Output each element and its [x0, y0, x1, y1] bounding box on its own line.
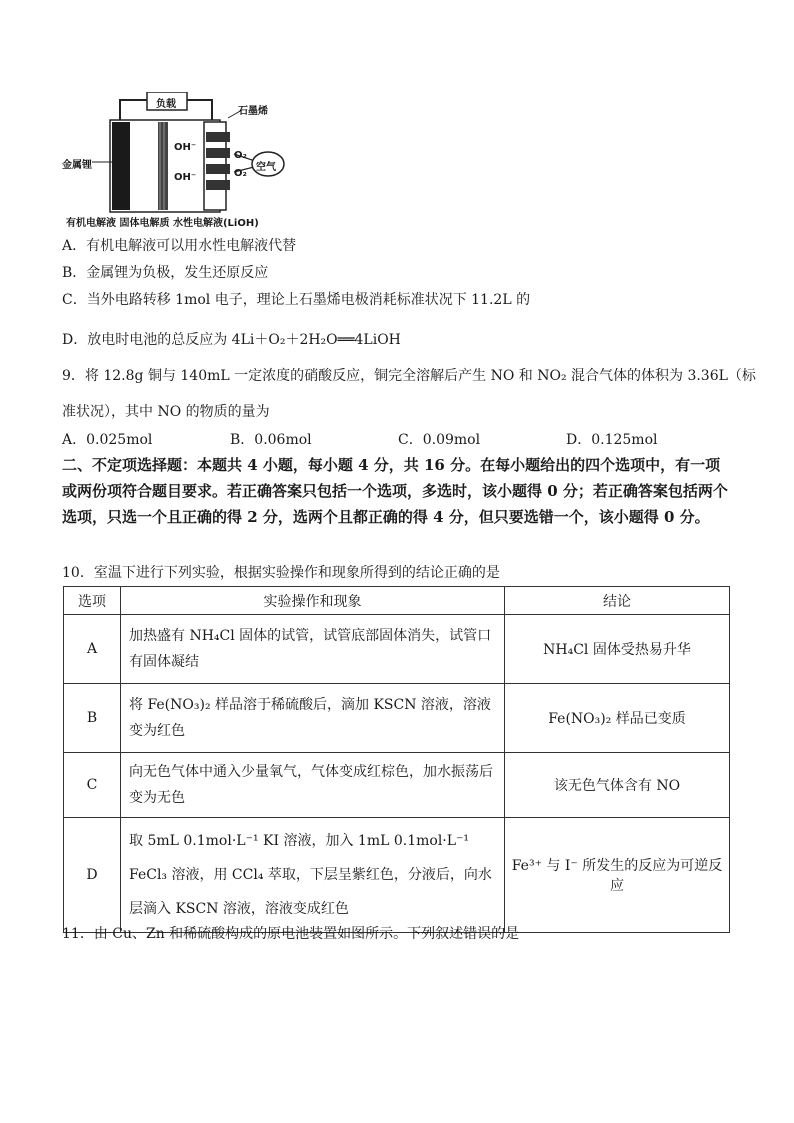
row-conclusion: Fe(NO₃)₂ 样品已变质	[505, 684, 730, 753]
row-option: C	[64, 753, 121, 818]
q8-option-b: B．金属锂为负极，发生还原反应	[62, 265, 269, 281]
row-option: B	[64, 684, 121, 753]
q11-stem: 11．由 Cu、Zn 和稀硫酸构成的原电池装置如图所示。下列叙述错误的是	[62, 926, 520, 942]
q10-stem: 10．室温下进行下列实验，根据实验操作和现象所得到的结论正确的是	[62, 565, 500, 581]
row-conclusion: Fe³⁺ 与 I⁻ 所发生的反应为可逆反应	[505, 818, 730, 933]
section-2-instructions: 二、不定项选择题：本题共 4 小题，每小题 4 分，共 16 分。在每小题给出的四个选项中，有一项或两份项符合题目要求。若正确答案只包括一个选项，多选时，该小题得 0 分；若正确答案包括两个选项，只选一个且正确的得 2 分，选两个且都正确的得 4 分，但只要选错一个，该小题得 0 分。	[62, 456, 728, 526]
q9-stem-line1: 9．将 12.8g 铜与 140mL 一定浓度的硝酸反应，铜完全溶解后产生 NO 和 NO₂ 混合气体的体积为 3.36L（标	[62, 368, 756, 384]
ion-label-1: OH⁻	[174, 142, 197, 153]
table-row	[64, 753, 730, 818]
header-conclusion: 结论	[505, 587, 730, 615]
row-operation: 将 Fe(NO₃)₂ 样品溶于稀硫酸后，滴加 KSCN 溶液，溶液变为红色	[121, 684, 505, 753]
table-row	[64, 684, 730, 753]
header-operation: 实验操作和现象	[121, 587, 505, 615]
q10-table	[63, 586, 730, 933]
q8-option-c: C．当外电路转移 1mol 电子，理论上石墨烯电极消耗标准状况下 11.2L 的	[62, 292, 531, 308]
table-row	[64, 615, 730, 684]
row-option: D	[64, 818, 121, 933]
lithium-label: 金属锂	[62, 160, 92, 171]
table-header-row	[64, 587, 730, 615]
row-operation: 取 5mL 0.1mol·L⁻¹ KI 溶液，加入 1mL 0.1mol·L⁻¹ FeCl₃ 溶液，用 CCl₄ 萃取，下层呈紫红色，分液后，向水层滴入 KSCN 溶液，溶液变成红色	[121, 818, 505, 933]
load-label: 负载	[156, 99, 176, 110]
air-label: 空气	[256, 162, 276, 173]
row-operation: 向无色气体中通入少量氧气，气体变成红棕色，加水振荡后变为无色	[121, 753, 505, 818]
q8-option-d: D．放电时电池的总反应为 4Li＋O₂＋2H₂O══4LiOH	[62, 332, 401, 348]
o2-label-2: O₂	[234, 168, 247, 179]
header-option: 选项	[64, 587, 121, 615]
row-conclusion: 该无色气体含有 NO	[505, 753, 730, 818]
q9-option-a: A．0.025mol	[62, 432, 153, 448]
ion-label-2: OH⁻	[174, 172, 197, 183]
table-row	[64, 818, 730, 933]
row-operation: 加热盛有 NH₄Cl 固体的试管，试管底部固体消失，试管口有固体凝结	[121, 615, 505, 684]
q9-stem-line2: 准状况），其中 NO 的物质的量为	[62, 404, 270, 420]
o2-label-1: O₂	[234, 150, 247, 161]
battery-diagram	[62, 92, 294, 228]
q9-option-b: B．0.06mol	[230, 432, 312, 448]
diagram-bottom-label: 有机电解液 固体电解质 水性电解液(LiOH)	[66, 218, 259, 229]
q9-option-c: C．0.09mol	[398, 432, 481, 448]
graphene-label: 石墨烯	[238, 106, 268, 117]
row-option: A	[64, 615, 121, 684]
row-conclusion: NH₄Cl 固体受热易升华	[505, 615, 730, 684]
q9-option-d: D．0.125mol	[566, 432, 658, 448]
q8-option-a: A．有机电解液可以用水性电解液代替	[62, 238, 297, 254]
